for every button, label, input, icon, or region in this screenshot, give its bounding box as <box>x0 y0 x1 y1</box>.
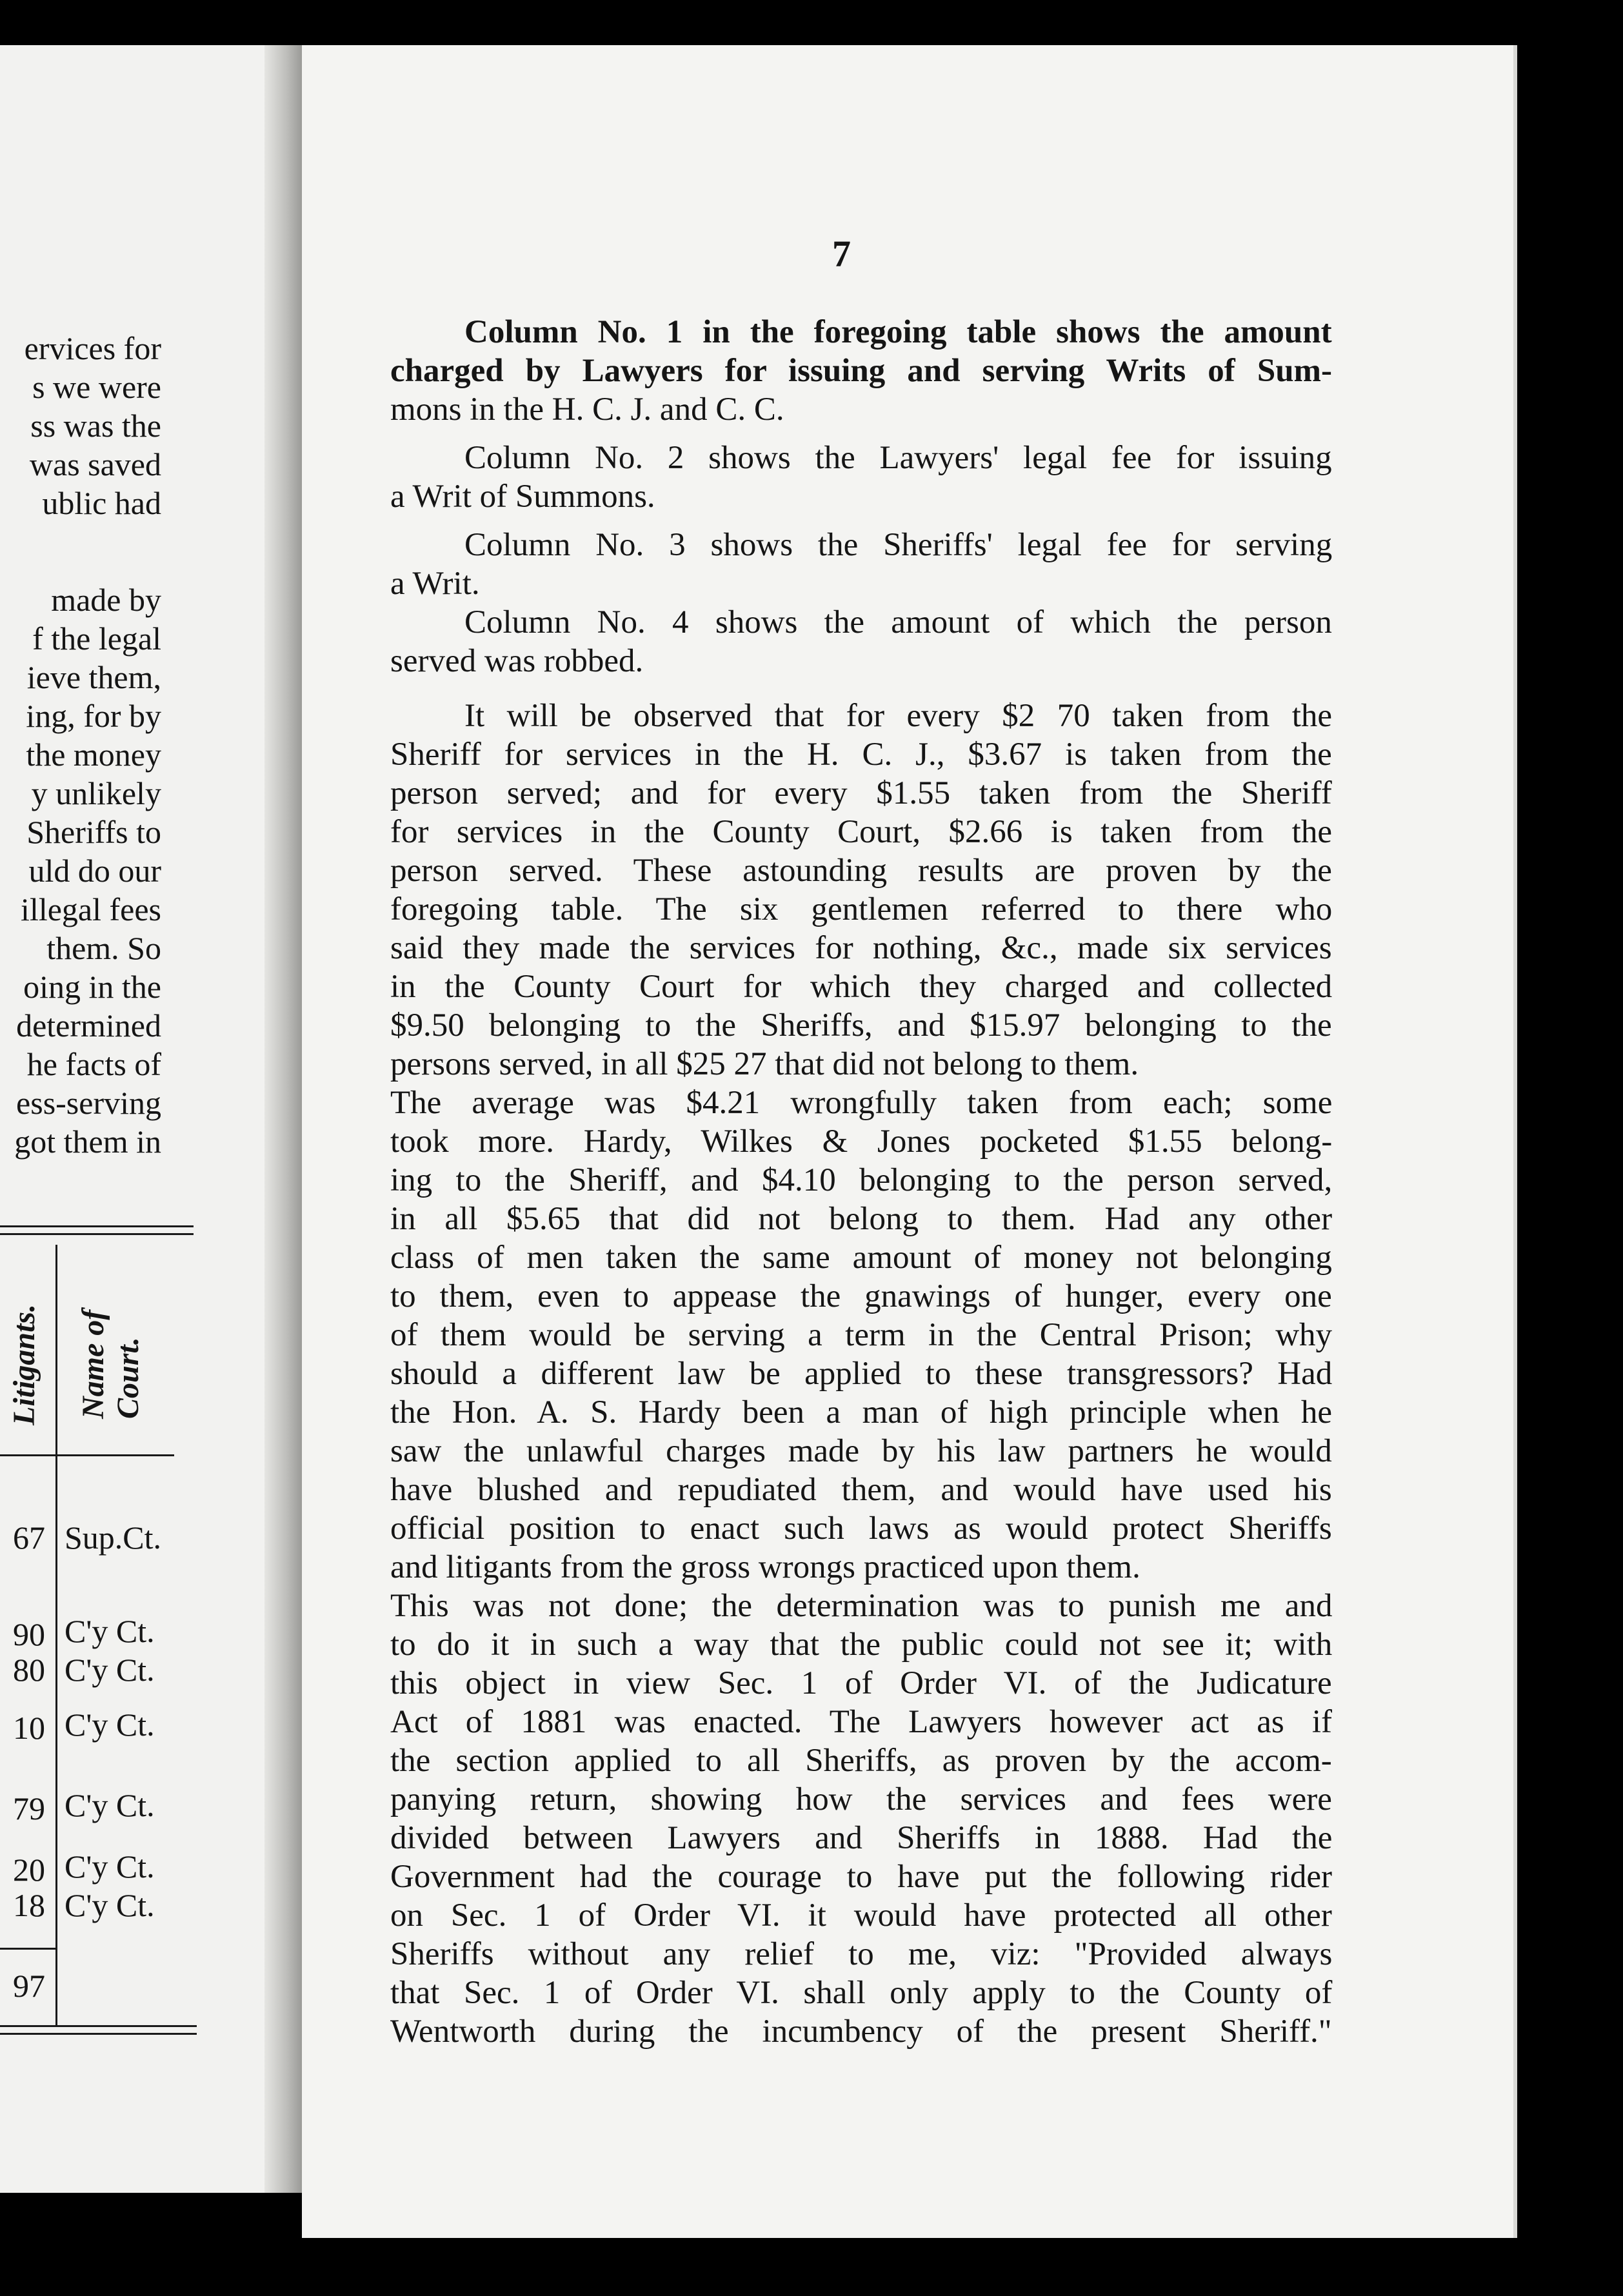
table-cell-amount: 10 <box>13 1710 45 1746</box>
left-line: Sheriffs to <box>26 814 161 850</box>
paragraph-line: persons served, in all $25 27 that did not belong to them. <box>390 1046 1139 1082</box>
paragraph-line: Column No. 1 in the foregoing table shows the amount <box>464 314 1332 350</box>
table-cell-court: C'y Ct. <box>65 1652 155 1688</box>
table-total: 97 <box>13 1968 45 2004</box>
left-line: he facts of <box>26 1046 161 1082</box>
left-line: ss was the <box>30 408 161 444</box>
paragraph-line: this object in view Sec. 1 of Order VI. of the Judicature <box>390 1665 1332 1701</box>
paragraph-line: The average was $4.21 wrongfully taken from each; some <box>390 1085 1333 1121</box>
table-top-rule <box>0 1233 194 1235</box>
left-line: was saved <box>29 446 161 482</box>
left-line: the money <box>26 737 161 773</box>
paragraph-line: served was robbed. <box>390 643 644 679</box>
table-bottom-rule <box>0 2033 197 2035</box>
table-cell-amount: 90 <box>13 1616 45 1652</box>
paragraph-line: that Sec. 1 of Order VI. shall only apply to the County of <box>390 1975 1333 2011</box>
table-column-divider <box>55 1245 57 2025</box>
paragraph-line: saw the unlawful charges made by his law partners he would <box>390 1433 1332 1469</box>
left-line: them. So <box>46 930 161 966</box>
left-line: f the legal <box>32 620 161 657</box>
paragraph-line: of them would be serving a term in the Central Prison; why <box>390 1317 1333 1353</box>
table-cell-amount: 20 <box>13 1852 45 1888</box>
paragraph-line: charged by Lawyers for issuing and serving Writs of Sum- <box>390 353 1333 389</box>
paragraph-line: divided between Lawyers and Sheriffs in 1888. Had the <box>390 1820 1333 1856</box>
left-line: ieve them, <box>26 659 161 695</box>
book-gutter <box>264 45 302 2193</box>
paragraph-line: to do it in such a way that the public could not see it; with <box>390 1627 1333 1663</box>
left-line: y unlikely <box>31 775 161 811</box>
table-cell-amount: 80 <box>13 1652 45 1688</box>
paragraph-line: $9.50 belonging to the Sheriffs, and $15.97 belonging to the <box>390 1007 1332 1044</box>
left-line: ing, for by <box>26 698 161 734</box>
left-line: illegal fees <box>21 891 161 927</box>
left-line: determined <box>16 1007 161 1044</box>
paragraph-line: foregoing table. The six gentlemen referred to there who <box>390 891 1333 927</box>
paragraph-line: Government had the courage to have put the following rider <box>390 1859 1333 1895</box>
left-line: oing in the <box>23 969 161 1005</box>
column-header-litigants: Litigants. <box>7 1303 41 1425</box>
paragraph-line: Wentworth during the incumbency of the present Sheriff." <box>390 2014 1332 2050</box>
column-header-court: Name of Court. <box>76 1309 145 1419</box>
left-line: ublic had <box>42 485 161 521</box>
left-line: got them in <box>14 1123 161 1160</box>
paragraph-line: person served; and for every $1.55 taken from the Sheriff <box>390 775 1332 811</box>
paragraph-line: official position to enact such laws as would protect Sheriffs <box>390 1510 1332 1547</box>
paragraph-line: Sheriff for services in the H. C. J., $3.67 is taken from the <box>390 737 1332 773</box>
paragraph-line: on Sec. 1 of Order VI. it would have protected all other <box>390 1897 1332 1934</box>
paragraph-line: It will be observed that for every $2 70 taken from the <box>464 698 1333 734</box>
paragraph-line: for services in the County Court, $2.66 is taken from the <box>390 814 1332 850</box>
paragraph-line: Sheriffs without any relief to me, viz: "Provided always <box>390 1936 1333 1972</box>
left-line: s we were <box>32 369 161 405</box>
left-line: ess-serving <box>16 1085 161 1121</box>
table-bottom-rule <box>0 2025 197 2027</box>
paragraph-line: mons in the H. C. J. and C. C. <box>390 391 784 428</box>
paragraph-line: the section applied to all Sheriffs, as proven by the accom- <box>390 1743 1332 1779</box>
paragraph-line: panying return, showing how the services and fees were <box>390 1781 1332 1817</box>
table-cell-court: C'y Ct. <box>65 1707 155 1743</box>
paragraph-line: Column No. 4 shows the amount of which the person <box>464 604 1332 640</box>
paragraph-line: class of men taken the same amount of money not belonging <box>390 1240 1332 1276</box>
table-cell-amount: 79 <box>13 1790 45 1826</box>
paragraph-line: should a different law be applied to these transgressors? Had <box>390 1356 1333 1392</box>
table-cell-amount: 67 <box>13 1519 45 1556</box>
paragraph-line: in the County Court for which they charged and collected <box>390 969 1333 1005</box>
left-line: ervices for <box>24 330 161 366</box>
paragraph-line: ing to the Sheriff, and $4.10 belonging to the person served, <box>390 1162 1333 1198</box>
table-cell-court: C'y Ct. <box>65 1787 155 1823</box>
paragraph-line: a Writ of Summons. <box>390 479 655 515</box>
paragraph-line: in all $5.65 that did not belong to them. Had any other <box>390 1201 1333 1237</box>
paragraph-line: the Hon. A. S. Hardy been a man of high principle when he <box>390 1394 1332 1430</box>
paragraph-line: person served. These astounding results are proven by the <box>390 853 1332 889</box>
table-top-rule <box>0 1225 194 1227</box>
table-cell-court: C'y Ct. <box>65 1848 155 1885</box>
paragraph-line: said they made the services for nothing, &c., made six services <box>390 930 1332 966</box>
left-line: made by <box>51 582 161 618</box>
paragraph-line: Column No. 2 shows the Lawyers' legal fee for issuing <box>464 440 1332 476</box>
paragraph-line: to them, even to appease the gnawings of hunger, every one <box>390 1278 1332 1314</box>
page-edge <box>1513 45 1517 2238</box>
paragraph-line: Column No. 3 shows the Sheriffs' legal fee for serving <box>464 527 1333 563</box>
paragraph-line: a Writ. <box>390 566 480 602</box>
table-total-rule <box>0 1948 55 1950</box>
table-header-rule <box>0 1454 174 1456</box>
paragraph-line: took more. Hardy, Wilkes & Jones pocketed $1.55 belong- <box>390 1123 1333 1160</box>
left-line: uld do our <box>28 853 161 889</box>
table-cell-court: Sup.Ct. <box>65 1519 162 1556</box>
paragraph-line: and litigants from the gross wrongs practiced upon them. <box>390 1549 1140 1585</box>
table-cell-amount: 18 <box>13 1887 45 1923</box>
paragraph-line: have blushed and repudiated them, and would have used his <box>390 1472 1332 1508</box>
table-cell-court: C'y Ct. <box>65 1887 155 1923</box>
table-cell-court: C'y Ct. <box>65 1613 155 1649</box>
page-number: 7 <box>832 233 851 275</box>
paragraph-line: This was not done; the determination was to punish me and <box>390 1588 1333 1624</box>
paragraph-line: Act of 1881 was enacted. The Lawyers however act as if <box>390 1704 1333 1740</box>
